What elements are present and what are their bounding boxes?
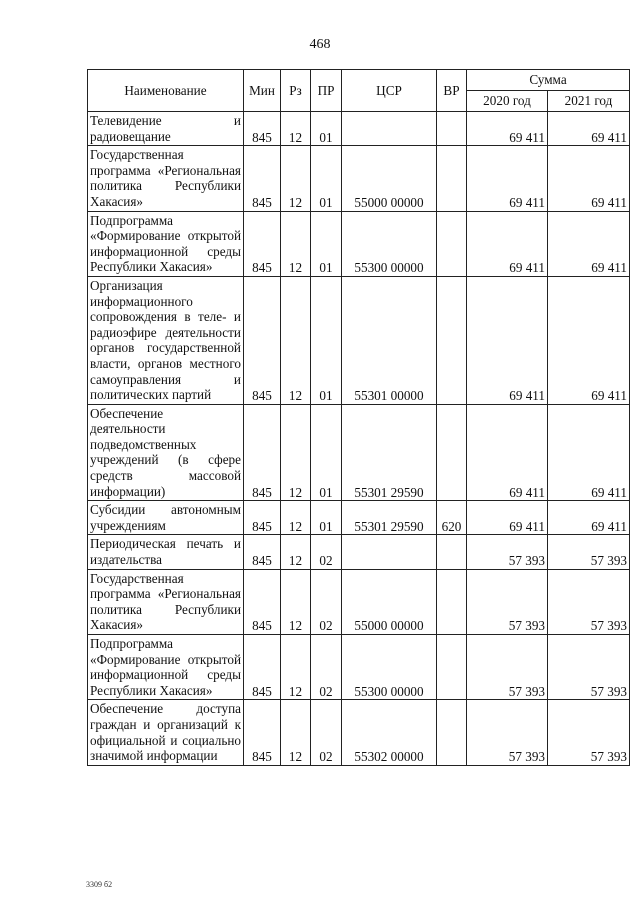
cell-y2020: 69 411 — [467, 112, 548, 146]
cell-vr — [437, 404, 467, 501]
cell-y2021: 57 393 — [548, 569, 630, 634]
cell-min: 845 — [244, 146, 281, 211]
header-pr: ПР — [311, 70, 342, 112]
cell-vr — [437, 146, 467, 211]
budget-table — [87, 69, 630, 766]
cell-rz: 12 — [281, 404, 311, 501]
cell-rz: 12 — [281, 569, 311, 634]
cell-csr: 55301 29590 — [342, 404, 437, 501]
cell-min: 845 — [244, 700, 281, 765]
cell-min: 845 — [244, 112, 281, 146]
cell-y2020: 57 393 — [467, 635, 548, 700]
cell-vr — [437, 700, 467, 765]
cell-vr — [437, 276, 467, 404]
cell-min: 845 — [244, 501, 281, 535]
cell-name: Обеспечение деятельности подведомственных учреждений (в сфере средств массовой информации) — [88, 404, 244, 501]
cell-csr: 55000 00000 — [342, 569, 437, 634]
table-body — [88, 112, 630, 766]
cell-csr — [342, 112, 437, 146]
cell-csr: 55301 00000 — [342, 276, 437, 404]
cell-pr: 02 — [311, 535, 342, 569]
table-row — [88, 635, 630, 700]
cell-pr: 02 — [311, 700, 342, 765]
header-rz: Рз — [281, 70, 311, 112]
cell-y2020: 57 393 — [467, 535, 548, 569]
cell-y2021: 69 411 — [548, 112, 630, 146]
cell-pr: 01 — [311, 146, 342, 211]
cell-y2020: 69 411 — [467, 211, 548, 276]
cell-min: 845 — [244, 535, 281, 569]
header-sum: Сумма — [467, 70, 630, 91]
cell-pr: 02 — [311, 569, 342, 634]
header-year-2020: 2020 год — [467, 91, 548, 112]
cell-y2020: 57 393 — [467, 569, 548, 634]
cell-min: 845 — [244, 635, 281, 700]
cell-rz: 12 — [281, 276, 311, 404]
cell-name: Государственная программа «Региональная политика Республики Хакасия» — [88, 569, 244, 634]
cell-min: 845 — [244, 404, 281, 501]
cell-csr: 55000 00000 — [342, 146, 437, 211]
cell-y2021: 69 411 — [548, 211, 630, 276]
cell-name: Государственная программа «Региональная политика Республики Хакасия» — [88, 146, 244, 211]
cell-pr: 01 — [311, 501, 342, 535]
cell-csr: 55300 00000 — [342, 635, 437, 700]
table-row — [88, 501, 630, 535]
header-vr: ВР — [437, 70, 467, 112]
cell-y2020: 69 411 — [467, 501, 548, 535]
cell-rz: 12 — [281, 700, 311, 765]
cell-pr: 01 — [311, 211, 342, 276]
cell-csr: 55302 00000 — [342, 700, 437, 765]
cell-vr — [437, 535, 467, 569]
cell-vr — [437, 635, 467, 700]
table-row — [88, 535, 630, 569]
cell-rz: 12 — [281, 146, 311, 211]
cell-name: Подпрограмма «Формирование открытой информационной среды Республики Хакасия» — [88, 635, 244, 700]
cell-rz: 12 — [281, 635, 311, 700]
header-csr: ЦСР — [342, 70, 437, 112]
cell-min: 845 — [244, 211, 281, 276]
table-row — [88, 211, 630, 276]
cell-pr: 01 — [311, 404, 342, 501]
cell-name: Подпрограмма «Формирование открытой информационной среды Республики Хакасия» — [88, 211, 244, 276]
cell-pr: 01 — [311, 276, 342, 404]
cell-vr — [437, 112, 467, 146]
table-row — [88, 112, 630, 146]
cell-y2020: 69 411 — [467, 276, 548, 404]
footer-code: 3309 б2 — [86, 880, 113, 889]
cell-rz: 12 — [281, 211, 311, 276]
cell-csr — [342, 535, 437, 569]
cell-pr: 01 — [311, 112, 342, 146]
table-row — [88, 700, 630, 765]
header-name: Наименование — [88, 70, 244, 112]
cell-rz: 12 — [281, 535, 311, 569]
page-number: 468 — [309, 37, 331, 52]
cell-y2021: 69 411 — [548, 146, 630, 211]
cell-y2021: 69 411 — [548, 404, 630, 501]
cell-rz: 12 — [281, 501, 311, 535]
cell-rz: 12 — [281, 112, 311, 146]
cell-y2021: 69 411 — [548, 276, 630, 404]
cell-vr — [437, 569, 467, 634]
table-row — [88, 404, 630, 501]
cell-y2020: 69 411 — [467, 146, 548, 211]
cell-name: Субсидии автономным учреждениям — [88, 501, 244, 535]
header-year-2021: 2021 год — [548, 91, 630, 112]
cell-y2020: 69 411 — [467, 404, 548, 501]
cell-csr: 55300 00000 — [342, 211, 437, 276]
cell-name: Телевидение и радиовещание — [88, 112, 244, 146]
cell-y2021: 57 393 — [548, 535, 630, 569]
cell-y2021: 69 411 — [548, 501, 630, 535]
cell-name: Периодическая печать и издательства — [88, 535, 244, 569]
cell-y2020: 57 393 — [467, 700, 548, 765]
table-row — [88, 146, 630, 211]
cell-name: Организация информационного сопровождения в теле- и радиоэфире деятельности органов государственной власти, органов местного самоуправления и политических партий — [88, 276, 244, 404]
cell-y2021: 57 393 — [548, 635, 630, 700]
header-min: Мин — [244, 70, 281, 112]
cell-vr: 620 — [437, 501, 467, 535]
cell-pr: 02 — [311, 635, 342, 700]
cell-csr: 55301 29590 — [342, 501, 437, 535]
table-row — [88, 569, 630, 634]
cell-min: 845 — [244, 569, 281, 634]
table-row — [88, 276, 630, 404]
cell-name: Обеспечение доступа граждан и организаций к официальной и социально значимой информации — [88, 700, 244, 765]
cell-y2021: 57 393 — [548, 700, 630, 765]
cell-vr — [437, 211, 467, 276]
cell-min: 845 — [244, 276, 281, 404]
